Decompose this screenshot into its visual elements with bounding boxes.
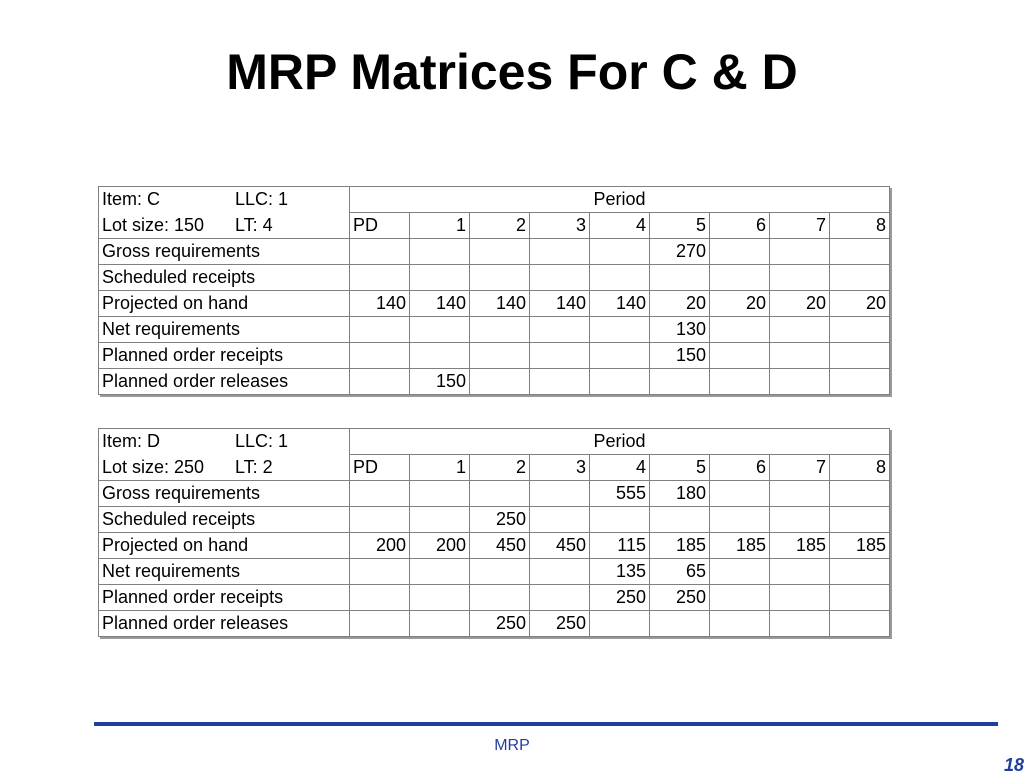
table-cell <box>350 585 410 611</box>
table-cell: 250 <box>470 611 530 637</box>
table-cell <box>650 611 710 637</box>
table-row <box>99 481 890 507</box>
table-cell <box>470 585 530 611</box>
table-cell <box>770 559 830 585</box>
table-row <box>99 265 890 291</box>
table-cell: 140 <box>350 291 410 317</box>
row-label: Projected on hand <box>99 291 350 317</box>
table-cell <box>590 343 650 369</box>
period-column-header: 7 <box>770 213 830 239</box>
table-cell: 20 <box>770 291 830 317</box>
table-cell <box>710 369 770 395</box>
table-cell <box>350 317 410 343</box>
row-label: Gross requirements <box>99 481 350 507</box>
table-cell <box>770 369 830 395</box>
table-cell <box>470 343 530 369</box>
llc-value: LLC: 1 <box>235 189 289 210</box>
table-cell: 185 <box>650 533 710 559</box>
mrp-table-item-c <box>98 186 890 395</box>
table-cell: 20 <box>710 291 770 317</box>
row-label: Gross requirements <box>99 239 350 265</box>
period-column-header: 6 <box>710 455 770 481</box>
table-cell: 450 <box>470 533 530 559</box>
table-header-row <box>99 455 890 481</box>
table-cell: 185 <box>770 533 830 559</box>
item-name: Item: C <box>102 189 161 210</box>
table-cell <box>410 611 470 637</box>
table-cell <box>770 481 830 507</box>
table-cell <box>350 481 410 507</box>
table-cell <box>530 559 590 585</box>
table-cell <box>770 239 830 265</box>
table-cell <box>470 481 530 507</box>
lot-info-cell <box>99 455 350 481</box>
table-cell: 250 <box>470 507 530 533</box>
row-label: Scheduled receipts <box>99 265 350 291</box>
table-cell <box>410 239 470 265</box>
table-cell <box>470 317 530 343</box>
table-cell <box>590 265 650 291</box>
period-column-header: 2 <box>470 213 530 239</box>
footer-label: MRP <box>494 737 530 754</box>
period-column-header: 5 <box>650 455 710 481</box>
table-row <box>99 611 890 637</box>
table-cell <box>530 481 590 507</box>
table-cell <box>470 559 530 585</box>
table-cell: 555 <box>590 481 650 507</box>
lot-info-cell <box>99 213 350 239</box>
table-cell: 20 <box>830 291 890 317</box>
table-cell: 450 <box>530 533 590 559</box>
table-cell <box>830 369 890 395</box>
table-cell <box>830 611 890 637</box>
table-cell <box>830 343 890 369</box>
table-cell: 250 <box>590 585 650 611</box>
item-info-cell <box>99 429 350 455</box>
table-cell <box>770 317 830 343</box>
table-row <box>99 559 890 585</box>
period-column-header: 8 <box>830 455 890 481</box>
lot-size: Lot size: 250 <box>102 456 205 477</box>
table-cell <box>350 343 410 369</box>
row-label: Scheduled receipts <box>99 507 350 533</box>
table-cell <box>590 317 650 343</box>
table-cell: 20 <box>650 291 710 317</box>
table-row <box>99 585 890 611</box>
table-cell <box>770 343 830 369</box>
table-cell: 200 <box>350 533 410 559</box>
table-cell <box>350 265 410 291</box>
llc-value: LLC: 1 <box>235 431 289 452</box>
lead-time: LT: 2 <box>235 456 273 477</box>
table-cell <box>710 265 770 291</box>
table-cell: 250 <box>530 611 590 637</box>
table-row <box>99 317 890 343</box>
period-column-header: 3 <box>530 213 590 239</box>
period-column-header: 1 <box>410 455 470 481</box>
page-number: 18 <box>1003 755 1024 775</box>
slide-title: MRP Matrices For C & D <box>226 44 798 100</box>
table-cell <box>770 265 830 291</box>
table-cell <box>350 239 410 265</box>
lead-time: LT: 4 <box>235 214 273 235</box>
table-cell <box>410 559 470 585</box>
mrp-table-item-d <box>98 428 890 637</box>
period-column-header: 2 <box>470 455 530 481</box>
row-label: Net requirements <box>99 559 350 585</box>
table-cell <box>710 481 770 507</box>
table-cell <box>470 239 530 265</box>
table-cell <box>830 239 890 265</box>
period-column-header: 3 <box>530 455 590 481</box>
table-header-row <box>99 213 890 239</box>
table-cell: 140 <box>470 291 530 317</box>
table-cell <box>770 585 830 611</box>
table-cell <box>710 343 770 369</box>
table-cell: 185 <box>830 533 890 559</box>
period-column-header: 5 <box>650 213 710 239</box>
table-row <box>99 291 890 317</box>
row-label: Projected on hand <box>99 533 350 559</box>
table-cell <box>410 585 470 611</box>
period-column-header: 4 <box>590 455 650 481</box>
row-label: Planned order releases <box>99 369 350 395</box>
table-cell <box>350 611 410 637</box>
table-cell: 65 <box>650 559 710 585</box>
table-cell <box>830 585 890 611</box>
table-cell <box>710 559 770 585</box>
period-column-header: 6 <box>710 213 770 239</box>
period-column-header: 8 <box>830 213 890 239</box>
table-cell <box>590 369 650 395</box>
item-name: Item: D <box>102 431 161 452</box>
table-cell <box>770 507 830 533</box>
table-cell <box>590 611 650 637</box>
table-cell: 180 <box>650 481 710 507</box>
table-cell <box>770 611 830 637</box>
table-cell: 140 <box>410 291 470 317</box>
lot-size: Lot size: 150 <box>102 214 205 235</box>
table-cell: 150 <box>650 343 710 369</box>
table-cell <box>530 343 590 369</box>
table-cell: 130 <box>650 317 710 343</box>
table-cell <box>470 265 530 291</box>
table-cell: 250 <box>650 585 710 611</box>
table-cell <box>830 481 890 507</box>
item-info-cell <box>99 187 350 213</box>
table-cell <box>830 559 890 585</box>
table-row <box>99 507 890 533</box>
table-header-row <box>99 429 890 455</box>
table-cell <box>350 559 410 585</box>
table-cell <box>710 585 770 611</box>
table-header-row <box>99 187 890 213</box>
table-cell: 150 <box>410 369 470 395</box>
table-cell <box>530 317 590 343</box>
period-column-header: 7 <box>770 455 830 481</box>
footer-divider <box>94 722 998 726</box>
table-cell <box>350 507 410 533</box>
table-cell <box>650 507 710 533</box>
table-cell <box>410 481 470 507</box>
table-cell <box>530 239 590 265</box>
table-cell <box>530 369 590 395</box>
table-cell: 135 <box>590 559 650 585</box>
table-cell <box>830 265 890 291</box>
table-cell <box>590 239 650 265</box>
table-row <box>99 343 890 369</box>
table-cell: 270 <box>650 239 710 265</box>
table-row <box>99 239 890 265</box>
table-cell: 140 <box>590 291 650 317</box>
table-cell <box>410 507 470 533</box>
period-column-header: 1 <box>410 213 470 239</box>
table-cell: 200 <box>410 533 470 559</box>
table-cell <box>830 317 890 343</box>
period-header: Period <box>350 429 890 455</box>
table-cell: 115 <box>590 533 650 559</box>
period-column-header: PD <box>350 455 410 481</box>
table-cell <box>530 585 590 611</box>
table-cell <box>530 507 590 533</box>
row-label: Net requirements <box>99 317 350 343</box>
table-cell <box>410 317 470 343</box>
table-cell <box>710 611 770 637</box>
table-cell: 140 <box>530 291 590 317</box>
table-cell <box>350 369 410 395</box>
table-cell <box>710 507 770 533</box>
period-column-header: 4 <box>590 213 650 239</box>
table-cell <box>530 265 590 291</box>
table-cell <box>470 369 530 395</box>
table-cell <box>710 317 770 343</box>
table-cell <box>650 265 710 291</box>
table-cell <box>650 369 710 395</box>
table-cell <box>830 507 890 533</box>
table-cell <box>590 507 650 533</box>
row-label: Planned order receipts <box>99 585 350 611</box>
table-cell <box>410 265 470 291</box>
table-cell <box>410 343 470 369</box>
row-label: Planned order receipts <box>99 343 350 369</box>
row-label: Planned order releases <box>99 611 350 637</box>
table-cell <box>710 239 770 265</box>
table-row <box>99 369 890 395</box>
period-column-header: PD <box>350 213 410 239</box>
period-header: Period <box>350 187 890 213</box>
table-cell: 185 <box>710 533 770 559</box>
table-row <box>99 533 890 559</box>
